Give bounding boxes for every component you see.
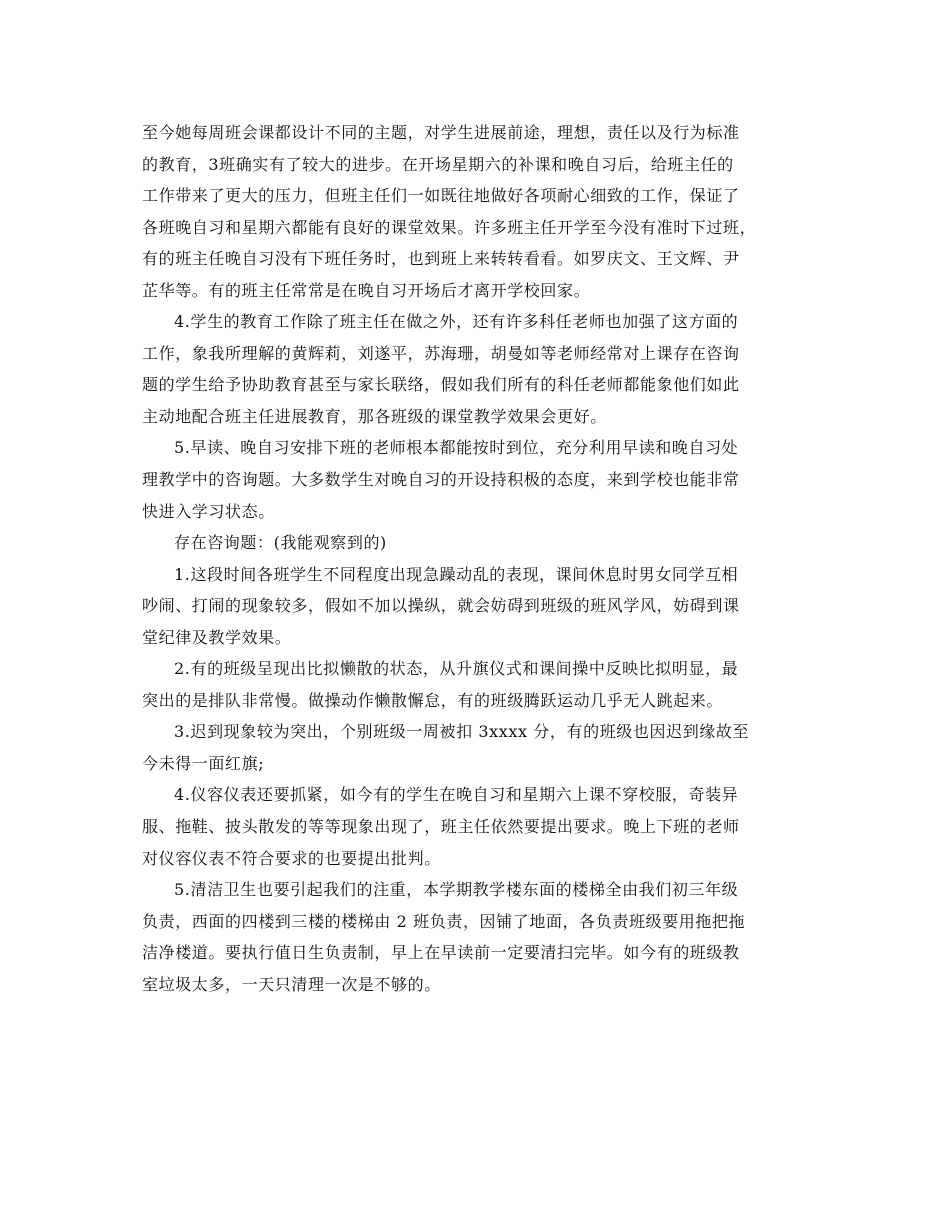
text-line: 3.迟到现象较为突出，个别班级一周被扣 3xxxx 分，有的班级也因迟到缘故至 [174,722,750,742]
text-line: 吵闹、打闹的现象较多，假如不加以操纵，就会妨碍到班级的班风学风，妨碍到课 [142,596,740,616]
text-line: 负责，西面的四楼到三楼的楼梯由 2 班负责，因铺了地面，各负责班级要用拖把拖 [142,911,746,931]
text-line: 服、拖鞋、披头散发的等等现象出现了，班主任依然要提出要求。晚上下班的老师 [142,817,740,837]
text-line: 至今她每周班会课都设计不同的主题，对学生进展前途，理想，责任以及行为标准 [142,123,740,142]
text-line: 1.这段时间各班学生不同程度出现急躁动乱的表现，课间休息时男女同学互相 [174,564,739,584]
text-line: 题的学生给予协助教育甚至与家长联络，假如我们所有的科任老师都能象他们如此 [142,375,740,395]
text-line: 突出的是排队非常慢。做操动作懒散懈怠，有的班级腾跃运动几乎无人跳起来。 [142,690,724,710]
text-line: 工作带来了更大的压力，但班主任们一如既往地做好各项耐心细致的工作，保证了 [142,186,740,206]
text-line: 2.有的班级呈现出比拟懒散的状态，从升旗仪式和课间操中反映比拟明显，最 [174,659,739,679]
text-line: 芷华等。有的班主任常常是在晚自习开场后才离开学校回家。 [142,280,591,300]
text-line: 存在咨询题：(我能观察到的) [174,533,387,553]
text-line: 室垃圾太多，一天只清理一次是不够的。 [142,974,441,994]
text-line: 理教学中的咨询题。大多数学生对晚自习的开设持积极的态度，来到学校也能非常 [142,470,740,490]
text-line: 快进入学习状态。 [142,501,275,521]
text-line: 工作，象我所理解的黄辉莉，刘遂平，苏海珊，胡曼如等老师经常对上课存在咨询 [142,343,740,363]
text-line: 主动地配合班主任进展教育，那各班级的课堂教学效果会更好。 [142,406,607,426]
text-line: 5.早读、晚自习安排下班的老师根本都能按时到位，充分利用早读和晚自习处 [174,438,739,458]
text-line: 5.清洁卫生也要引起我们的注重，本学期教学楼东面的楼梯全由我们初三年级 [174,880,739,900]
text-line: 堂纪律及教学效果。 [142,627,292,647]
text-line: 的教育，3班确实有了较大的进步。在开场星期六的补课和晚自习后，给班主任的 [142,154,734,174]
text-line: 4.仪容仪表还要抓紧，如今有的学生在晚自习和星期六上课不穿校服，奇装异 [174,785,739,805]
text-line: 各班晚自习和星期六都能有良好的课堂效果。许多班主任开学至今没有准时下过班， [142,217,757,237]
text-line: 4.学生的教育工作除了班主任在做之外，还有许多科任老师也加强了这方面的 [174,312,739,332]
text-line: 对仪容仪表不符合要求的也要提出批判。 [142,848,441,868]
text-line: 有的班主任晚自习没有下班任务时，也到班上来转转看看。如罗庆文、王文辉、尹 [142,249,740,269]
document-body [142,117,822,1000]
text-line: 今未得一面红旗; [142,753,265,773]
text-line: 洁净楼道。要执行值日生负责制，早上在早读前一定要清扫完毕。如今有的班级教 [142,943,740,963]
